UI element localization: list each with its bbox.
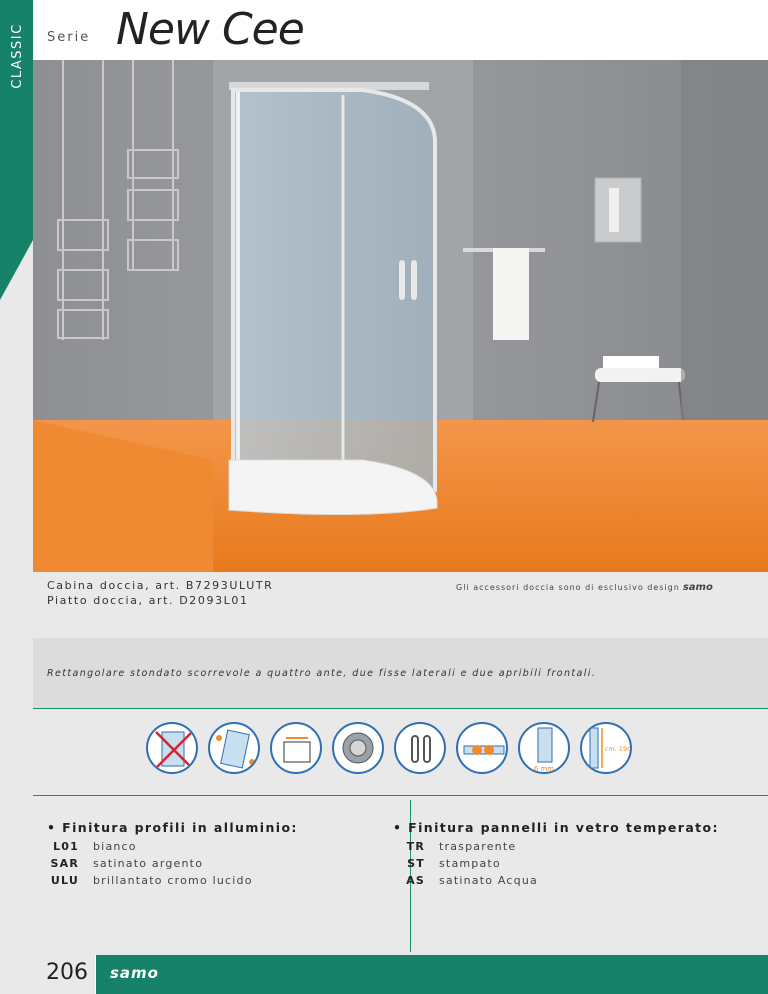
finish-label: satinato argento	[93, 857, 204, 870]
product-caption	[47, 578, 273, 608]
height-icon	[580, 722, 632, 774]
list-item	[47, 855, 298, 872]
handle-icon	[394, 722, 446, 774]
footer-brand-logo: samo	[110, 964, 159, 982]
accessory-brand: samo	[682, 582, 713, 593]
finish-code: ST	[407, 857, 425, 870]
finish-label: bianco	[93, 840, 137, 853]
series-title: New Cee	[116, 4, 304, 55]
finish-label: satinato Acqua	[439, 874, 538, 887]
finish-code: TR	[406, 840, 425, 853]
finish-code: ULU	[50, 874, 79, 887]
glass-finishes	[393, 820, 719, 889]
hinge-icon	[456, 722, 508, 774]
finish-label: stampato	[439, 857, 501, 870]
serie-label: Serie	[47, 30, 91, 45]
shower-enclosure-photo	[33, 60, 768, 572]
list-item	[393, 872, 719, 889]
finish-code: SAR	[50, 857, 79, 870]
list-item	[47, 838, 298, 855]
finish-label: trasparente	[439, 840, 517, 853]
glass-thickness-icon	[518, 722, 570, 774]
finish-label: brillantato cromo lucido	[93, 874, 253, 887]
finish-code: AS	[406, 874, 425, 887]
list-item	[47, 872, 298, 889]
drain-icon	[332, 722, 384, 774]
profile-finishes-title: • Finitura profili in alluminio:	[47, 820, 298, 835]
tray-install-icon	[270, 722, 322, 774]
divider-middle	[33, 708, 768, 709]
height-label: cm. 190	[604, 745, 632, 753]
reversible-door-icon	[208, 722, 260, 774]
finish-code: L01	[53, 840, 79, 853]
divider-lower	[33, 795, 768, 796]
list-item	[393, 838, 719, 855]
glass-finishes-title: • Finitura pannelli in vetro temperato:	[393, 820, 719, 835]
accessory-note-text: Gli accessori doccia sono di esclusivo design	[456, 583, 680, 592]
footer-divider	[95, 955, 96, 994]
product-description: Rettangolare stondato scorrevole a quattro ante, due fisse laterali e due apribili frontali.	[47, 668, 597, 679]
glass-thickness-label: 6 mm.	[533, 765, 557, 773]
list-item	[393, 855, 719, 872]
feature-icons-row	[146, 718, 638, 778]
caption-line-piatto: Piatto doccia, art. D2093L01	[47, 594, 249, 607]
page-number: 206	[46, 960, 88, 985]
no-fixed-wall-icon	[146, 722, 198, 774]
category-label: CLASSIC	[10, 23, 25, 89]
profile-finishes	[47, 820, 298, 889]
caption-line-cabina: Cabina doccia, art. B7293ULUTR	[47, 579, 274, 592]
accessory-note	[456, 582, 713, 593]
